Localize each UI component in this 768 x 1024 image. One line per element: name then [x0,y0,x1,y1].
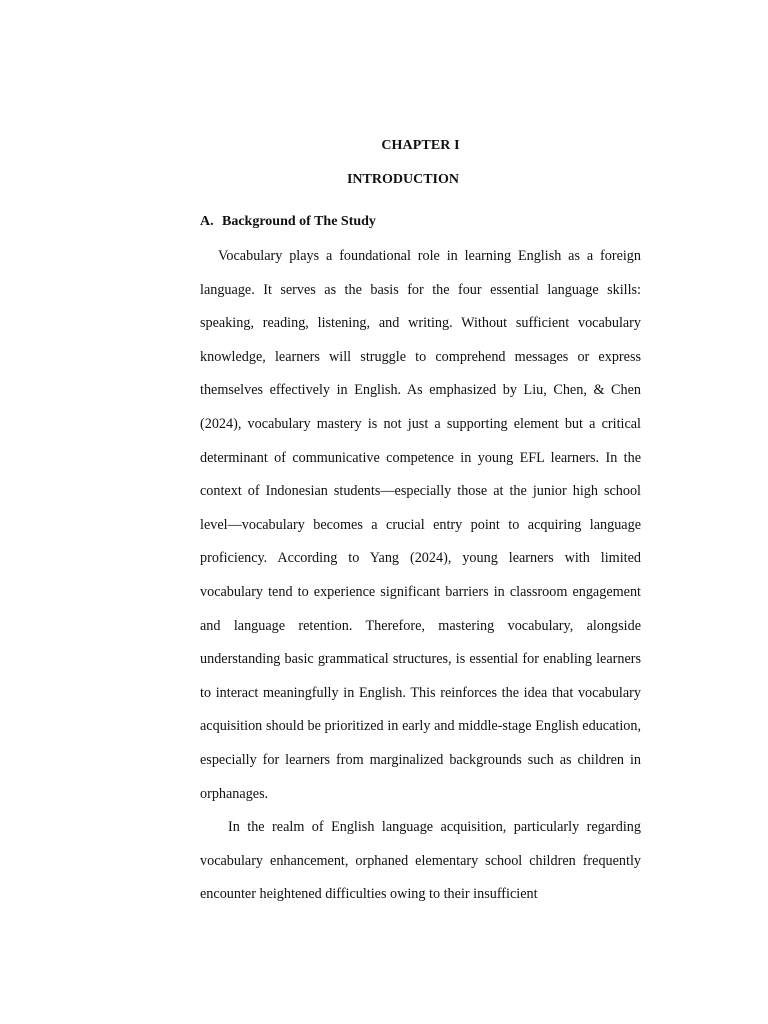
body-text [200,240,641,912]
section-heading [200,212,641,232]
paragraph: In the realm of English language acquisition, particularly regarding vocabulary enhancement, orphaned elementary school children frequently encounter heightened difficulties owing to their insufficient [200,819,641,903]
paragraph: Vocabulary plays a foundational role in learning English as a foreign language. It serves as the basis for the four essential language skills: speaking, reading, listening, and writing. Without sufficient vocabulary knowledge, learners will struggle to comprehend messages or express themselves effectively in English. As emphasized by Liu, Chen, & Chen (2024), vocabulary mastery is not just a supporting element but a critical determinant of communicative competence in young EFL learners. In the context of Indonesian students—especially those at the junior high school level—vocabulary becomes a crucial entry point to acquiring language proficiency. According to Yang (2024), young learners with limited vocabulary tend to experience significant barriers in classroom engagement and language retention. Therefore, mastering vocabulary, alongside understanding basic grammatical structures, is essential for enabling learners to interact meaningfully in English. This reinforces the idea that vocabulary acquisition should be prioritized in early and middle-stage English education, especially for learners from marginalized backgrounds such as children in orphanages. [200,248,641,802]
chapter-title: INTRODUCTION [346,172,459,187]
chapter-label: CHAPTER I [381,138,460,153]
section-marker: A. [200,214,214,229]
section-title: Background of The Study [222,214,376,229]
